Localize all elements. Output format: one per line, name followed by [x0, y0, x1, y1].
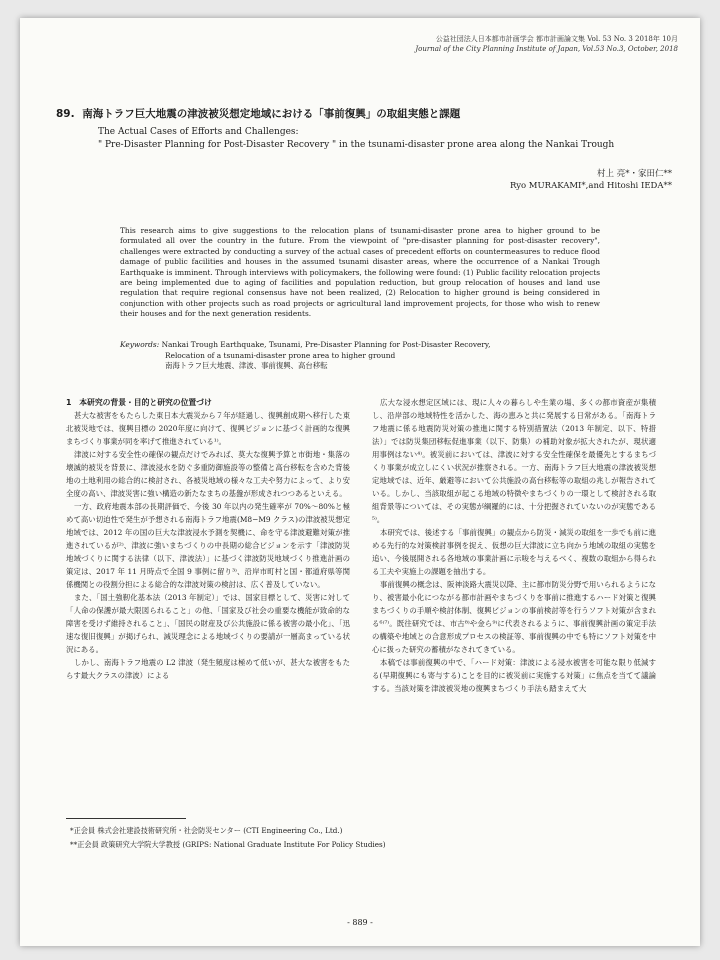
- body-paragraph: また、「国土強靭化基本法（2013 年制定）」では、国家目標として、災害に対して「人命の保護が最大限図られること」の他、「国家及び社会の重要な機能が致命的な障害を受けず維持されること」、「国民の財産及び公共施設に係る被害の最小化」、「迅速な復旧復興」が掲げられ、減災理念による地域づくりの要請が一層高まっている状況にある。: [66, 593, 350, 654]
- paper-number: 89.: [56, 108, 75, 120]
- journal-header: [318, 34, 678, 54]
- footnote-1: *正会員 株式会社建設技術研究所・社会防災センター (CTI Engineering Co., Ltd.): [70, 826, 343, 835]
- right-column: [372, 396, 656, 695]
- keywords-line3: 南海トラフ巨大地震、津波、事前復興、高台移転: [165, 361, 328, 371]
- body-paragraph: 津波に対する安全性の確保の観点だけでみれば、莫大な復興予算と市街地・集落の壊滅的被災を背景に、津波浸水を防ぐ多重防御施設等の整備と高台移転を含めた背後地の土地利用の総合的に検討され、各被災地域の様々な工夫や努力によって、より安全度の高い、津波災害に強い構造の新たなまちの基盤が形成されつつあるといえる。: [66, 450, 350, 498]
- paper-title-en: [98, 126, 614, 152]
- authors: [510, 168, 672, 192]
- left-column: [66, 396, 350, 682]
- journal-header-en: Journal of the City Planning Institute of Japan, Vol.53 No.3, October, 2018: [415, 45, 678, 53]
- paper-page: [20, 18, 700, 946]
- footnote-divider: [66, 818, 186, 819]
- journal-header-ja: 公益社団法人日本都市計画学会 都市計画論文集 Vol. 53 No. 3 2018年 10月: [435, 35, 678, 43]
- authors-en: Ryo MURAKAMI*,and Hitoshi IEDA**: [509, 181, 672, 191]
- authors-ja: 村上 亮*・家田仁**: [597, 169, 672, 179]
- paper-title-en-line2: " Pre-Disaster Planning for Post-Disaster Recovery " in the tsunami-disaster prone area along the Nankai Trough: [98, 140, 615, 150]
- body-paragraph: 事前復興の概念は、阪神淡路大震災以降、主に都市防災分野で用いられるようになり、被害最小化につながる都市計画やまちづくりを事前に推進するハード対策と復興まちづくりの手順や検討体制、復興ビジョンの事前検討等を行うソフト対策が含まれる⁶⁾⁷⁾。既往研究では、市古⁸⁾や金ら⁹⁾に代表されるように、事前復興計画の策定手法の構築や地域との合意形成プロセスの検証等、事前復興の中でも特にソフト対策を中心に扱った研究の蓄積がなされてきている。: [372, 580, 656, 654]
- keywords-line1: Nankai Trough Earthquake, Tsunami, Pre-Disaster Planning for Post-Disaster Recovery,: [161, 340, 491, 349]
- body-paragraph: 一方、政府地震本部の長期評価で、今後 30 年以内の発生確率が 70%〜80%と極めて高い切迫性で発生が予想される南海トラフ地震(M8−M9 クラス)の津波被災想定地域では、2012 年の国の巨大な津波浸水予測を契機に、命を守る津波避難対策が推進されているが²⁾、津波に強いまちづくりの中長期の総合ビジョンを示す「津波防災地域づくりに関する法律（以下、津波法）」に基づく津波防災地域づくり推進計画の策定は、2017 年 11 月時点で全国 9 事例に留り³⁾、沿岸市町村と国・都道府県等関係機関との役割分担による総合的な津波対策の検討は、広く普及していない。: [66, 502, 350, 589]
- section-heading: 1 本研究の背景・目的と研究の位置づけ: [66, 398, 212, 407]
- body-paragraph: しかし、南海トラフ地震の L2 津波（発生頻度は極めて低いが、甚大な被害をもたらす最大クラスの津波）による: [66, 658, 350, 680]
- body-paragraph: 広大な浸水想定区域には、現に人々の暮らしや生業の場、多くの都市資産が集積し、沿岸部の地域特性を活かした、海の恵みと共に発展する日常がある。「南海トラフ地震に係る地震防災対策の推進に関する特別措置法（2013 年制定、以下、特措法）」では防災集団移転促進事業（以下、防集）の補助対象が拡大されたが、現状適用事例はない⁴⁾。被災前においては、津波に対する安全性確保を最優先とするまちづくり事業が成立しにくい状況が推察される。一方、南海トラフ巨大地震の津波被災想定地域では、近年、厳避等において公共施設の高台移転等の取組の兆しが報告されている。しかし、当該取組が起こる地域の特徴やまちづくりの一環として検討される取組背景等については、その実態が綱羅的には、十分把握されていないのが実態である⁵⁾。: [372, 398, 656, 524]
- paper-title-ja: [56, 106, 464, 121]
- footnotes: [70, 824, 386, 852]
- paper-title-ja-text: 南海トラフ巨大地震の津波被災想定地域における「事前復興」の取組実態と課題: [82, 108, 461, 120]
- body-paragraph: 本稿では事前復興の中で、「ハード対策：津波による浸水被害を可能な限り低減する(早期復興にも寄与する)ことを目的に被災前に実施する対策」に焦点を当てて議論する。当該対策を津波被災地の復興まちづくり手法も踏まえて大: [372, 658, 656, 693]
- keywords-line2: Relocation of a tsunami-disaster prone area to higher ground: [165, 350, 396, 360]
- abstract: This research aims to give suggestions to the relocation plans of tsunami-disaster prone area to higher ground to be formulated all over the country in the future. From the viewpoint of "pre-disaster planning for post-disaster recovery", challenges were extracted by conducting a survey of the actual cases of precedent efforts on countermeasures to reduce flood damage of public facilities and houses in the assumed tsunami disaster areas, where the occurrence of a Nankai Trough Earthquake is imminent. Through interviews with policymakers, the following were found: (1) Public facility relocation projects are being implemented due to aging of facilities and population reduction, but group relocation of houses and land use regulation that require regional consensus have not been realized, (2) Relocation to higher ground is being considered in conjunction with other projects such as road projects or agricultural land improvement projects, for those who wish to renew their houses and for the next generation residents.: [120, 226, 600, 319]
- footnote-2: **正会員 政策研究大学院大学教授 (GRIPS: National Graduate Institute For Policy Studies): [70, 840, 386, 849]
- body-paragraph: 本研究では、後述する「事前復興」の観点から防災・減災の取組を一歩でも前に進める先行的な対策検討事例を捉え、仮想の巨大津波に立ち向かう地域の取組の実態を追い、今後展開される各地域の事業計画に示唆を与えるべく、複数の取組から得られる工夫や実施上の課題を抽出する。: [372, 528, 656, 576]
- paper-title-en-line1: The Actual Cases of Efforts and Challenges:: [98, 127, 299, 137]
- keywords: [120, 340, 600, 372]
- page-number: - 889 -: [347, 918, 373, 927]
- keywords-label: Keywords:: [120, 340, 160, 349]
- body-paragraph: 甚大な被害をもたらした東日本大震災から７年が経過し、復興創成期へ移行した東北被災地では、復興目標の 2020年度に向けて、復興ビジョンに基づく計画的な復興まちづくり事業が同を率げて推進されている¹⁾。: [66, 411, 350, 446]
